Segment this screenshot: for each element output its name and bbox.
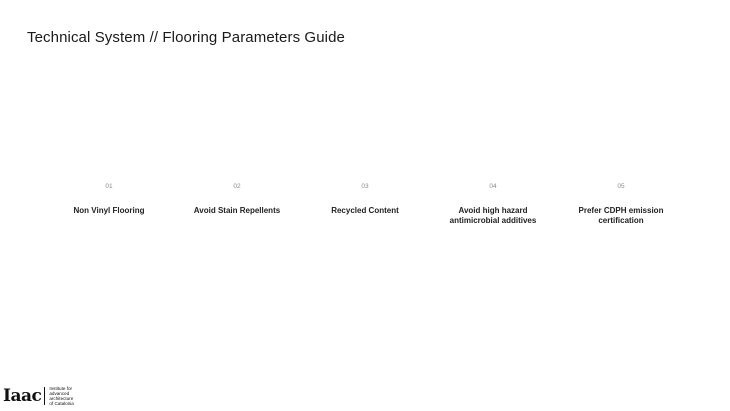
page-title: Technical System // Flooring Parameters Guide <box>27 29 345 46</box>
logo-divider <box>44 387 45 405</box>
parameter-item <box>557 183 685 226</box>
parameter-number: 02 <box>233 183 241 190</box>
parameter-number: 04 <box>489 183 497 190</box>
parameter-label: Non Vinyl Flooring <box>73 206 145 215</box>
parameter-item <box>173 183 301 226</box>
logo-text-line: of Catalonia <box>49 401 74 406</box>
parameter-item <box>429 183 557 226</box>
logo-text-line: architecture <box>49 396 74 401</box>
parameter-list <box>45 183 685 226</box>
parameter-label: Recycled Content <box>331 206 399 215</box>
parameter-number: 03 <box>361 183 369 190</box>
parameter-label: Prefer CDPH emission certification <box>578 206 664 225</box>
logo-text-line: advanced <box>49 391 70 396</box>
parameter-label: Avoid high hazard antimicrobial additives <box>449 206 537 225</box>
parameter-label: Avoid Stain Repellents <box>193 206 281 215</box>
iaac-logo <box>3 386 74 406</box>
logo-text <box>49 386 74 406</box>
logo-text-line: Institute for <box>49 386 73 391</box>
parameter-item <box>301 183 429 226</box>
parameter-item <box>45 183 173 226</box>
parameter-number: 01 <box>105 183 113 190</box>
parameter-number: 05 <box>617 183 625 190</box>
logo-mark: Iaac <box>3 386 42 406</box>
